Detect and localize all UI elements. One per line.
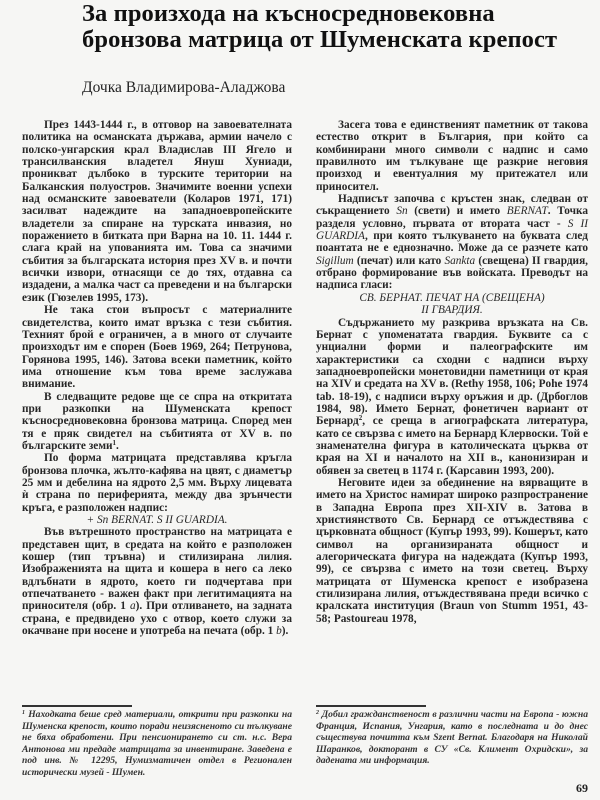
footnote-mark: 2 bbox=[316, 710, 319, 716]
paragraph bbox=[316, 193, 588, 292]
page-number: 69 bbox=[576, 781, 588, 795]
title-line-2: бронзова матрица от Шуменската крепост bbox=[82, 26, 558, 53]
figure-ref: a bbox=[129, 600, 136, 613]
translation-line-2: II ГВАРДИЯ. bbox=[421, 304, 483, 317]
footnote-mark: 1 bbox=[22, 710, 25, 716]
paragraph: Засега това е единственият паметник от такова естество открит в България, при който са комбинирани много символи с надпис и само правилното им тълкуване ще разкрие неговия произход и евентуалния му притежател или приносител. bbox=[316, 119, 588, 193]
paragraph-text: ). bbox=[281, 625, 289, 638]
latin-term: BERNAT bbox=[506, 205, 548, 218]
latin-term: Sigillum bbox=[316, 254, 354, 267]
paragraph-text: В следващите редове ще се спра на откритата при разкопки на Шуменската крепост късносредновековна бронзова матрица. Според мен тя е пряк свидетел на събитията от XV в. по българските земи bbox=[22, 390, 292, 452]
footnote-divider bbox=[316, 705, 426, 707]
latin-term: S II GUARDIA bbox=[316, 217, 588, 243]
footnote-ref: 2 bbox=[358, 414, 363, 423]
footnote-divider bbox=[22, 705, 132, 707]
latin-term: Sn bbox=[396, 205, 408, 218]
paragraph-text: . Точка разделя условно, първата от втората част - bbox=[316, 205, 589, 230]
author-name: Дочка Владимирова-Аладжова bbox=[82, 79, 286, 96]
footnote-ref: 1 bbox=[112, 438, 117, 447]
paragraph bbox=[22, 391, 292, 453]
paragraph-text: (печат) или като bbox=[353, 254, 445, 267]
footnote-text: Добил гражданственост в различни части на Европа - южна Франция, Испания, Унгария, като в последната и до днес съществува почитта към Szent Bernat. Благодаря на Николай Шаранков, докторант в СУ «Св. Климент Охридски», за дадената ми информация. bbox=[316, 709, 588, 767]
paragraph-text: . bbox=[116, 439, 119, 452]
right-column bbox=[316, 119, 588, 625]
title-line-1: За произхода на късносредновековна bbox=[82, 0, 495, 27]
footnote-text: Находката беше сред материали, открити при разкопки на Шуменска крепост, които поради неизясненото си тълкуване не бяха обработени. При пенсионирането си ст. н.с. Вера Антонова ми предаде матрицата за инвентиране. Заведена е под инв. № 12295, Нумизматичен отдел в Регионален исторически музей - Шумен. bbox=[22, 709, 292, 778]
translation-line-1: СВ. БЕРНАТ. ПЕЧАТ НА (СВЕЩЕНА) bbox=[359, 291, 545, 304]
paragraph-text: Съдържанието му разкрива връзката на Св. Бернат с упоменатата гвардия. Буквите са с унциални форми и палеографските им характеристики са сходни с надписи върху западноевропейски монетовидни паметници от края на XIV и средата на XV в. (Rethy 1958, 106; Pohe 1974 tab. 18-19), с надписи върху оръжия и др. (Дрбоглов 1984, 98). Името Бернат, фонетичен вариант от Бернард bbox=[316, 316, 588, 428]
paragraph-text: ). При отливането, на задната страна, е предвидено ухо с отвор, което служи за окачване при носене и употреба на печата (обр. 1 bbox=[22, 600, 293, 638]
paragraph-text: , при която тълкуването на буквата след поантата не е еднозначно. Може да се разчете като bbox=[316, 230, 588, 255]
paragraph-text: Във вътрешното пространство на матрицата е представен щит, в средата на който е разположен кошер (тип тръвна) и стилизирана лилия. Изображенията на щита и кошера в него са леко вдлъбнати в ядрото, което ги подчертава при отпечатването - важен факт при легитимацията на приносителя (обр. 1 bbox=[22, 526, 292, 613]
paragraph: Не така стои въпросът с материалните свидетелства, които имат връзка с тези събития. Техният брой е ограничен, а в много от случаите произходът им е спорен (Боев 1969, 264; Петрунова, Горянова 1995, 146). Затова всеки паметник, който има отношение към това време заслужава внимание. bbox=[22, 304, 292, 391]
paragraph-text: , се среща в агиографската литература, като се свързва с името на Бернард Клервоски. Той е знаменателна фигура в католическата църква от края на XI и началото на XII в., канонизиран и обявен за светец в 1174 г. (Карсавин 1993, 200). bbox=[316, 415, 588, 477]
paragraph bbox=[22, 526, 292, 637]
paragraph: През 1443-1444 г., в отговор на завоевателната политика на османската държава, армии начело с полско-унгарския крал Владислав III Ягело и трансилванския владетел Януш Хуниади, проникват дълбоко в турските територии на Балканския полуостров. Значимите военни успехи над османските завоеватели (Коларов 1971, 171) засилват надеждите на западноевропейските владетели за спиране на турската инвазия, но поражението в битката при Варна на 10. 11. 1444 г. слага край на упованията им. Това са значими събития за българската история през XV в. и почти всички извори, отнасящи се до тях, отдавна са издадени, а малка част са преведени и на български език (Гюзелев 1995, 173). bbox=[22, 119, 292, 304]
left-column bbox=[22, 119, 292, 637]
paragraph: Неговите идеи за обединение на вярващите в името на Христос намират широко разпространение в Западна Европа през XII-XIV в. Затова в християнството Св. Бернард се отъждествява с църковната общност (Купър 1993, 99). Кошерът, като символ на организираната общност и алегорическата фигура на надеждата (Купър 1993, 99), се свързва с името на този светец. Върху матрицата от Шуменска крепост е изобразена стилизирана лилия, отъждествявана преди всичко с кралската институция (Braun von Stumm 1951, 43-58; Pastoureau 1978, bbox=[316, 476, 588, 625]
latin-term: Sankta bbox=[444, 254, 476, 267]
paragraph: По форма матрицата представлява кръгла бронзова плочка, жълто-кафява на цвят, с диаметър 25 мм и дебелина на ядрото 2,5 мм. Върху лицевата ѝ страна по периферията, между два зрънчести кръга, е разположен надпис: bbox=[22, 452, 292, 514]
paragraph-text: (свещена) II гвардия, отбрано формирование във войската. Преводът на надписа гласи: bbox=[316, 254, 589, 292]
footnote-2 bbox=[316, 709, 588, 767]
inscription: + Sn BERNAT. S II GUARDIA. bbox=[86, 514, 228, 526]
figure-ref: b bbox=[276, 625, 282, 638]
paragraph-text: (свети) и името bbox=[407, 205, 507, 218]
paragraph bbox=[316, 317, 588, 477]
footnote-1 bbox=[22, 709, 292, 779]
paragraph-text: Надписът започва с кръстен знак, следван от съкращението bbox=[316, 193, 588, 218]
article-title bbox=[82, 1, 600, 53]
